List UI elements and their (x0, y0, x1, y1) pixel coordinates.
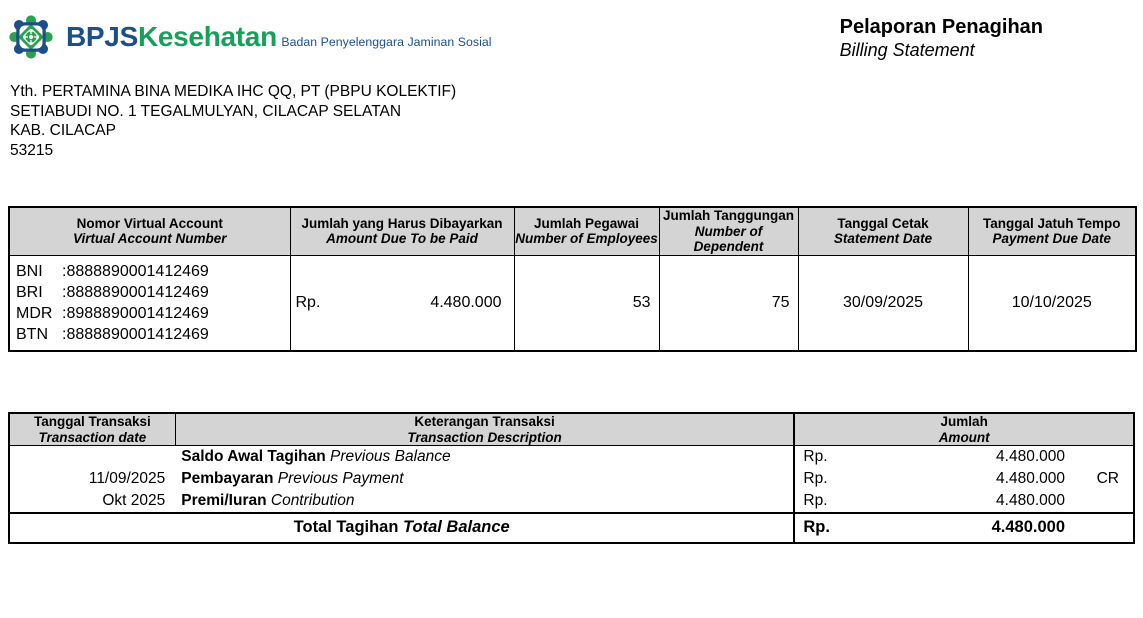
document-title-en: Billing Statement (839, 39, 975, 60)
virtual-account-item: BNI :8888890001412469 (16, 262, 209, 280)
billing-summary-table (8, 206, 1137, 352)
currency-label: Rp. (803, 518, 830, 536)
page-header (0, 0, 1143, 72)
header-amount-due: Jumlah yang Harus Dibayarkan Amount Due To be Paid (290, 207, 514, 255)
header-virtual-account: Nomor Virtual Account Virtual Account Number (9, 207, 290, 255)
total-row (9, 513, 1134, 543)
brand-wordmark (66, 23, 492, 51)
transaction-description: Pembayaran Previous Payment (181, 470, 404, 487)
header-payment-due-date: Tanggal Jatuh Tempo Payment Due Date (968, 207, 1136, 255)
transaction-date (9, 446, 175, 469)
total-label: Total Tagihan Total Balance (9, 513, 794, 543)
payment-due-date-value: 10/10/2025 (968, 255, 1136, 351)
credit-flag: CR (1096, 470, 1119, 487)
currency-label: Rp. (295, 293, 321, 311)
recipient-line-1: Yth. PERTAMINA BINA MEDIKA IHC QQ, PT (PBPU KOLEKTIF) (10, 83, 457, 100)
summary-header-row (9, 207, 1136, 255)
number-of-employees-value: 53 (514, 255, 659, 351)
document-title (840, 16, 1043, 61)
transactions-table (8, 412, 1135, 544)
summary-data-row (9, 255, 1136, 351)
table-row (9, 468, 1134, 490)
statement-date-value: 30/09/2025 (798, 255, 968, 351)
transaction-date: Okt 2025 (102, 492, 166, 509)
transaction-date: 11/09/2025 (88, 470, 166, 487)
transactions-header-row (9, 413, 1134, 446)
amount-number: 4.480.000 (996, 448, 1065, 465)
amount-number: 4.480.000 (996, 470, 1065, 487)
header-transaction-description: Keterangan Transaksi Transaction Description (175, 413, 794, 446)
transaction-amount (794, 468, 1134, 490)
number-of-dependents-value: 75 (659, 255, 798, 351)
brand-tagline: Badan Penyelenggara Jaminan Sosial (281, 35, 492, 49)
header-number-of-dependents: Jumlah Tanggungan Number of Dependent (659, 207, 798, 255)
total-amount (794, 513, 1134, 543)
header-transaction-date: Tanggal Transaksi Transaction date (9, 413, 175, 446)
bpjs-mandala-logo-icon (8, 14, 54, 60)
recipient-address (10, 82, 456, 160)
brand-title-bpjs: BPJS (66, 21, 138, 52)
amount-number: 4.480.000 (996, 492, 1065, 509)
brand-title-kesehatan: Kesehatan (137, 21, 277, 52)
recipient-line-4: 53215 (10, 141, 54, 159)
amount-due-number: 4.480.000 (430, 293, 502, 311)
virtual-account-list (9, 255, 290, 351)
header-statement-date: Tanggal Cetak Statement Date (798, 207, 968, 255)
document-title-id: Pelaporan Penagihan (839, 16, 1043, 38)
amount-due-value (290, 255, 514, 351)
header-transaction-amount: Jumlah Amount (794, 413, 1134, 446)
currency-label: Rp. (803, 492, 828, 509)
transaction-amount (794, 446, 1134, 469)
currency-label: Rp. (803, 448, 828, 465)
recipient-line-3: KAB. CILACAP (10, 122, 116, 139)
brand-title (66, 21, 277, 52)
recipient-line-2: SETIABUDI NO. 1 TEGALMULYAN, CILACAP SELATAN (10, 102, 402, 120)
transaction-amount (794, 490, 1134, 513)
currency-label: Rp. (803, 470, 828, 487)
total-amount-number: 4.480.000 (991, 518, 1065, 536)
table-row (9, 490, 1134, 513)
bpjs-brand (8, 14, 492, 60)
table-row (9, 446, 1134, 469)
virtual-account-item: MDR :8988890001412469 (16, 304, 209, 322)
transaction-description: Saldo Awal Tagihan Previous Balance (181, 448, 451, 465)
virtual-account-item: BTN :8888890001412469 (16, 325, 209, 343)
virtual-account-item: BRI :8888890001412469 (16, 283, 209, 301)
transaction-description: Premi/Iuran Contribution (181, 492, 355, 509)
header-number-of-employees: Jumlah Pegawai Number of Employees (514, 207, 659, 255)
